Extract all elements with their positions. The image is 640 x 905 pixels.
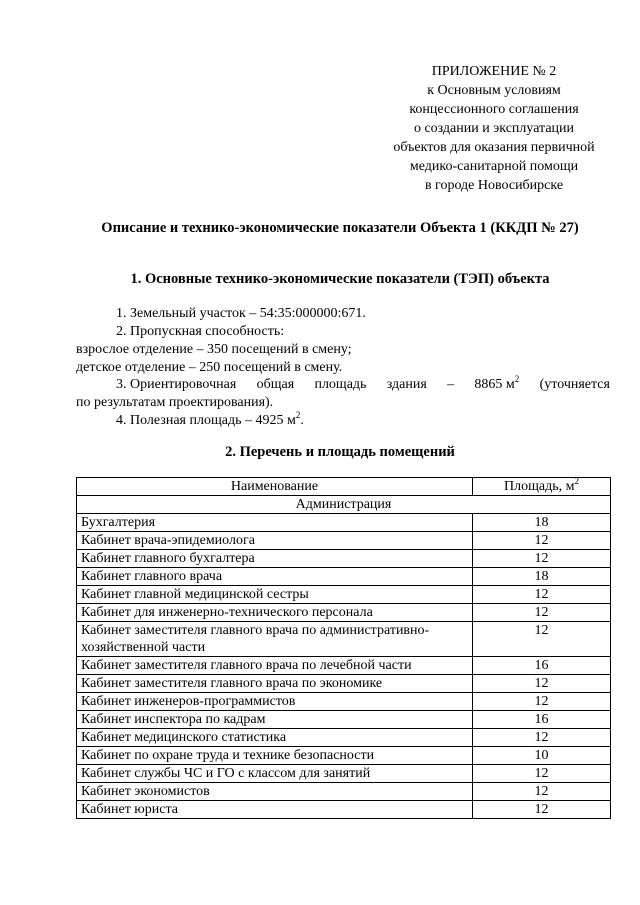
group-row <box>77 496 611 514</box>
capacity-item: 2. Пропускная способность: <box>116 324 285 339</box>
superscript: 2 <box>574 476 579 486</box>
table-row <box>77 747 611 765</box>
useful-area-text: 4. Полезная площадь – 4925 м <box>116 413 296 428</box>
room-name-cell: Кабинет заместителя главного врача по лечебной части <box>77 657 473 675</box>
total-area-value <box>474 375 519 394</box>
appendix-line: о создании и эксплуатации <box>413 121 575 136</box>
column-header-name: Наименование <box>77 478 473 496</box>
room-area-cell: 12 <box>473 801 611 819</box>
room-name-cell: Кабинет инспектора по кадрам <box>77 711 473 729</box>
room-area-cell: 12 <box>473 622 611 657</box>
room-area-cell: 12 <box>473 604 611 622</box>
table-row <box>77 729 611 747</box>
useful-area-end: . <box>300 413 304 428</box>
adult-department-item: взрослое отделение – 350 посещений в смену; <box>76 342 352 357</box>
room-area-cell: 16 <box>473 711 611 729</box>
land-plot-item: 1. Земельный участок – 54:35:000000:671. <box>116 306 366 321</box>
total-area-item <box>116 375 610 394</box>
room-name-cell: Бухгалтерия <box>77 514 473 532</box>
superscript: 2 <box>514 374 520 384</box>
total-area-word: площадь <box>314 377 367 392</box>
children-department-item: детское отделение – 250 посещений в смену. <box>76 360 343 375</box>
useful-area-item <box>76 411 610 430</box>
rooms-table <box>76 477 611 819</box>
room-area-cell: 12 <box>473 586 611 604</box>
total-area-continuation: по результатам проектирования). <box>76 395 274 410</box>
room-name-cell: Кабинет заместителя главного врача по экономике <box>77 675 473 693</box>
room-name-cell: Кабинет главной медицинской сестры <box>77 586 473 604</box>
appendix-line: ПРИЛОЖЕНИЕ № 2 <box>431 64 557 79</box>
room-name-cell: Кабинет заместителя главного врача по административно- хозяйственной части <box>77 622 473 657</box>
table-row <box>77 711 611 729</box>
room-area-cell: 12 <box>473 729 611 747</box>
appendix-line: концессионного соглашения <box>409 102 579 117</box>
superscript: 2 <box>295 410 301 420</box>
total-area-word: 3. Ориентировочная <box>116 377 237 392</box>
room-area-cell: 16 <box>473 657 611 675</box>
table-row <box>77 532 611 550</box>
room-name-cell: Кабинет медицинского статистика <box>77 729 473 747</box>
document-title: Описание и технико-экономические показатели Объекта 1 (ККДП № 27) <box>101 220 579 236</box>
table-row <box>77 550 611 568</box>
room-area-cell: 12 <box>473 675 611 693</box>
room-name-cell: Кабинет по охране труда и технике безопасности <box>77 747 473 765</box>
table-row <box>77 693 611 711</box>
appendix-line: к Основным условиям <box>427 83 561 98</box>
appendix-line: в городе Новосибирске <box>424 178 564 193</box>
room-name-cell: Кабинет главного бухгалтера <box>77 550 473 568</box>
room-name-cell: Кабинет службы ЧС и ГО с классом для занятий <box>77 765 473 783</box>
room-area-cell: 12 <box>473 693 611 711</box>
room-area-cell: 12 <box>473 765 611 783</box>
table-row <box>77 657 611 675</box>
room-area-cell: 12 <box>473 550 611 568</box>
section-2-heading: 2. Перечень и площадь помещений <box>225 444 455 460</box>
room-name-cell: Кабинет юриста <box>77 801 473 819</box>
total-area-word: – <box>447 377 455 392</box>
room-name-cell: Кабинет экономистов <box>77 783 473 801</box>
table-row <box>77 675 611 693</box>
table-row <box>77 586 611 604</box>
table-row <box>77 765 611 783</box>
table-row <box>77 622 611 657</box>
column-header-area-label: Площадь, м <box>504 479 575 494</box>
appendix-line: объектов для оказания первичной <box>393 140 595 155</box>
table-row <box>77 514 611 532</box>
table-row <box>77 604 611 622</box>
table-row <box>77 568 611 586</box>
total-area-number: 8865 м <box>474 377 515 392</box>
section-1-heading: 1. Основные технико-экономические показатели (ТЭП) объекта <box>130 271 550 287</box>
room-name-cell: Кабинет главного врача <box>77 568 473 586</box>
room-name-cell: Кабинет инженеров-программистов <box>77 693 473 711</box>
room-name-cell: Кабинет для инженерно-технического персонала <box>77 604 473 622</box>
room-area-cell: 10 <box>473 747 611 765</box>
total-area-word: общая <box>256 377 295 392</box>
room-area-cell: 12 <box>473 783 611 801</box>
column-header-area <box>473 478 611 496</box>
table-row <box>77 801 611 819</box>
room-name-cell: Кабинет врача-эпидемиолога <box>77 532 473 550</box>
appendix-line: медико-санитарной помощи <box>409 159 579 174</box>
table-row <box>77 783 611 801</box>
appendix-header <box>375 62 613 195</box>
total-area-word: здания <box>386 377 427 392</box>
group-label: Администрация <box>77 496 611 514</box>
room-area-cell: 12 <box>473 532 611 550</box>
total-area-word: (уточняется <box>539 377 610 392</box>
room-area-cell: 18 <box>473 568 611 586</box>
table-header-row <box>77 478 611 496</box>
room-area-cell: 18 <box>473 514 611 532</box>
